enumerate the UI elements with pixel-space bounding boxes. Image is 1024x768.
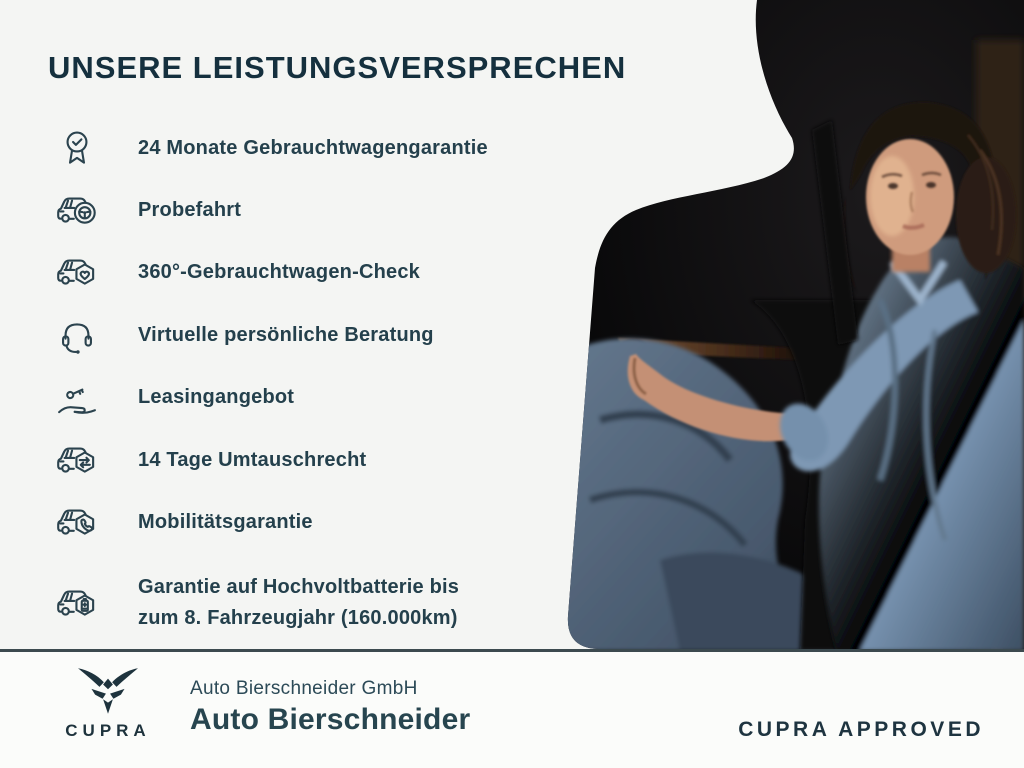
page-title: UNSERE LEISTUNGSVERSPRECHEN [48, 50, 627, 85]
promise-row-battery-warranty [54, 571, 459, 635]
dealer-info [190, 678, 470, 737]
cupra-approved-label: CUPRA APPROVED [738, 718, 984, 741]
car-exchange-icon [54, 437, 100, 483]
promise-row-warranty [54, 126, 488, 170]
promise-row-exchange [54, 438, 366, 482]
promise-label: 24 Monate Gebrauchtwagengarantie [138, 136, 488, 159]
car-interior-photo [540, 0, 1024, 651]
cupra-logo [45, 668, 171, 741]
award-badge-icon [54, 125, 100, 171]
promise-label: Leasingangebot [138, 385, 295, 408]
dealer-name: Auto Bierschneider [190, 703, 471, 736]
promise-label: 360°-Gebrauchtwagen-Check [138, 260, 420, 283]
dealer-name-gmbh: Auto Bierschneider GmbH [190, 678, 418, 699]
promise-row-check [54, 250, 420, 294]
headset-icon [54, 312, 100, 358]
promise-label: 14 Tage Umtauschrecht [138, 448, 367, 471]
promise-label-line2: zum 8. Fahrzeugjahr (160.000km) [138, 607, 458, 629]
car-phone-icon [54, 499, 100, 545]
promise-row-mobility [54, 500, 313, 544]
promise-label-line1: Garantie auf Hochvoltbatterie bis [138, 576, 460, 598]
promise-label: Mobilitätsgarantie [138, 510, 313, 533]
car-battery-icon [54, 580, 100, 626]
promise-row-testdrive [54, 188, 241, 232]
hand-key-icon [54, 374, 100, 420]
promise-row-consultation [54, 313, 434, 357]
cupra-wordmark: CUPRA [65, 721, 151, 740]
car-shield-heart-icon [54, 249, 100, 295]
footer-divider [0, 649, 1024, 652]
cupra-emblem-icon [77, 668, 139, 714]
promise-row-leasing [54, 375, 294, 419]
promise-label: Probefahrt [138, 198, 242, 221]
car-steering-wheel-icon [54, 187, 100, 233]
promise-label [138, 572, 459, 634]
footer-bar [0, 652, 1024, 768]
promise-label: Virtuelle persönliche Beratung [138, 323, 434, 346]
